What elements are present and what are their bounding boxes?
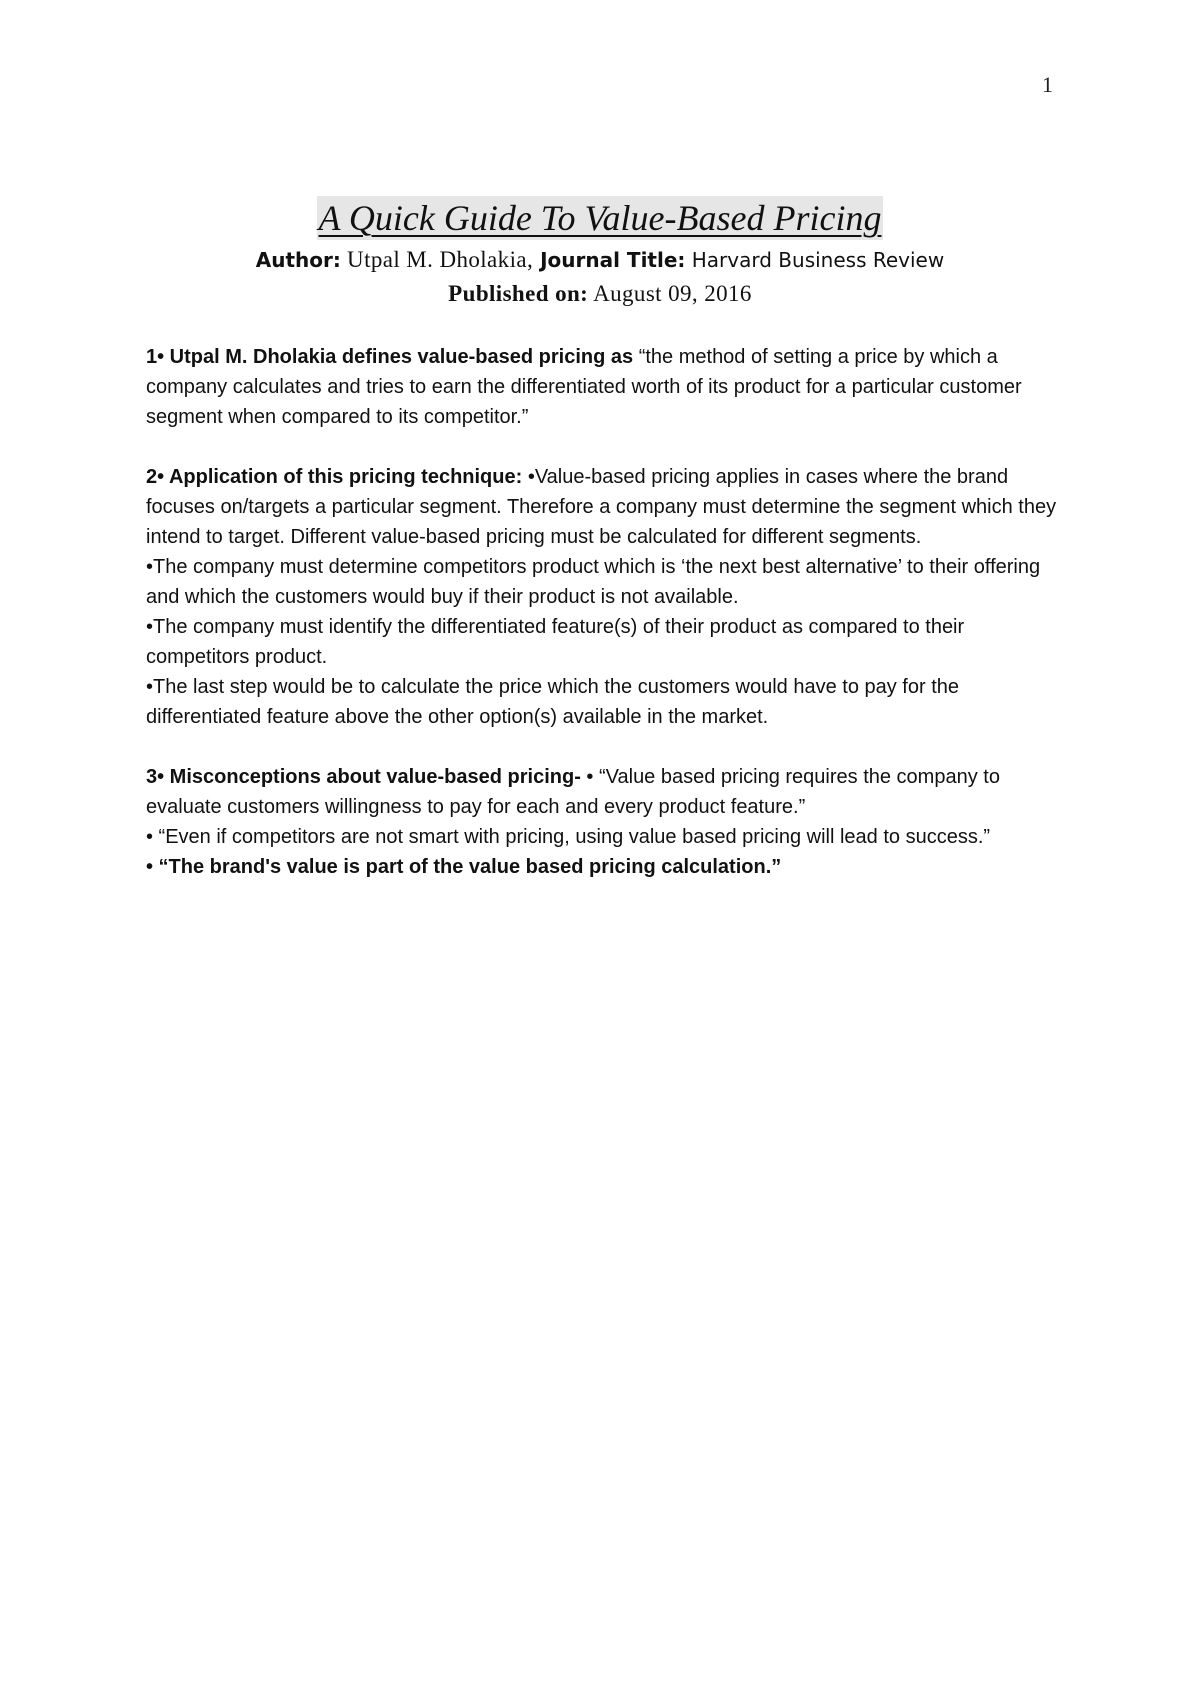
published-date: August 09, 2016: [588, 281, 752, 306]
section-3-bold-bullet: • “The brand's value is part of the value based pricing calculation.”: [146, 856, 782, 878]
published-label: Published on:: [448, 281, 589, 306]
section-1-text: “the method of setting a price by which a company calculates and tries to earn the differentiated worth of its product for a particular customer segment when compared to its competitor.”: [146, 346, 1022, 428]
section-2-bullet: •The company must identify the differentiated feature(s) of their product as compared to their competitors product.: [146, 616, 965, 668]
document-body: [146, 342, 1066, 912]
section-1-paragraph: [146, 342, 1066, 432]
section-2-bullet: •The company must determine competitors product which is ‘the next best alternative’ to their offering and which the customers would buy if their product is not available.: [146, 556, 1041, 608]
section-2: [146, 462, 1066, 732]
section-3: [146, 762, 1066, 882]
author-name: Utpal M. Dholakia,: [340, 247, 534, 272]
document-header: [140, 196, 1060, 310]
author-line: [140, 244, 1060, 276]
section-1: [146, 342, 1066, 432]
section-2-paragraph: [146, 462, 1066, 552]
section-3-bullet: • “Even if competitors are not smart with pricing, using value based pricing will lead to success.”: [146, 826, 991, 848]
author-label: Author:: [255, 248, 341, 272]
section-3-lead: 3• Misconceptions about value-based pricing-: [146, 766, 587, 788]
section-2-lead: 2• Application of this pricing technique:: [146, 466, 528, 488]
section-3-text: • “Value based pricing requires the company to evaluate customers willingness to pay for each and every product feature.”: [146, 766, 1000, 818]
page-number: 1: [1042, 72, 1053, 97]
section-2-text: •Value-based pricing applies in cases where the brand focuses on/targets a particular segment. Therefore a company must determine the segment which they intend to target. Different value-based pricing must be calculated for different segments.: [146, 466, 1057, 548]
published-line: [140, 278, 1060, 310]
section-1-lead: 1• Utpal M. Dholakia defines value-based pricing as: [146, 346, 639, 368]
journal-label: Journal Title:: [533, 248, 686, 272]
section-2-bullet: •The last step would be to calculate the price which the customers would have to pay for the differentiated feature above the other option(s) available in the market.: [146, 676, 959, 728]
journal-name: Harvard Business Review: [685, 248, 945, 272]
document-title: A Quick Guide To Value-Based Pricing: [318, 198, 882, 238]
section-3-paragraph: [146, 762, 1066, 822]
